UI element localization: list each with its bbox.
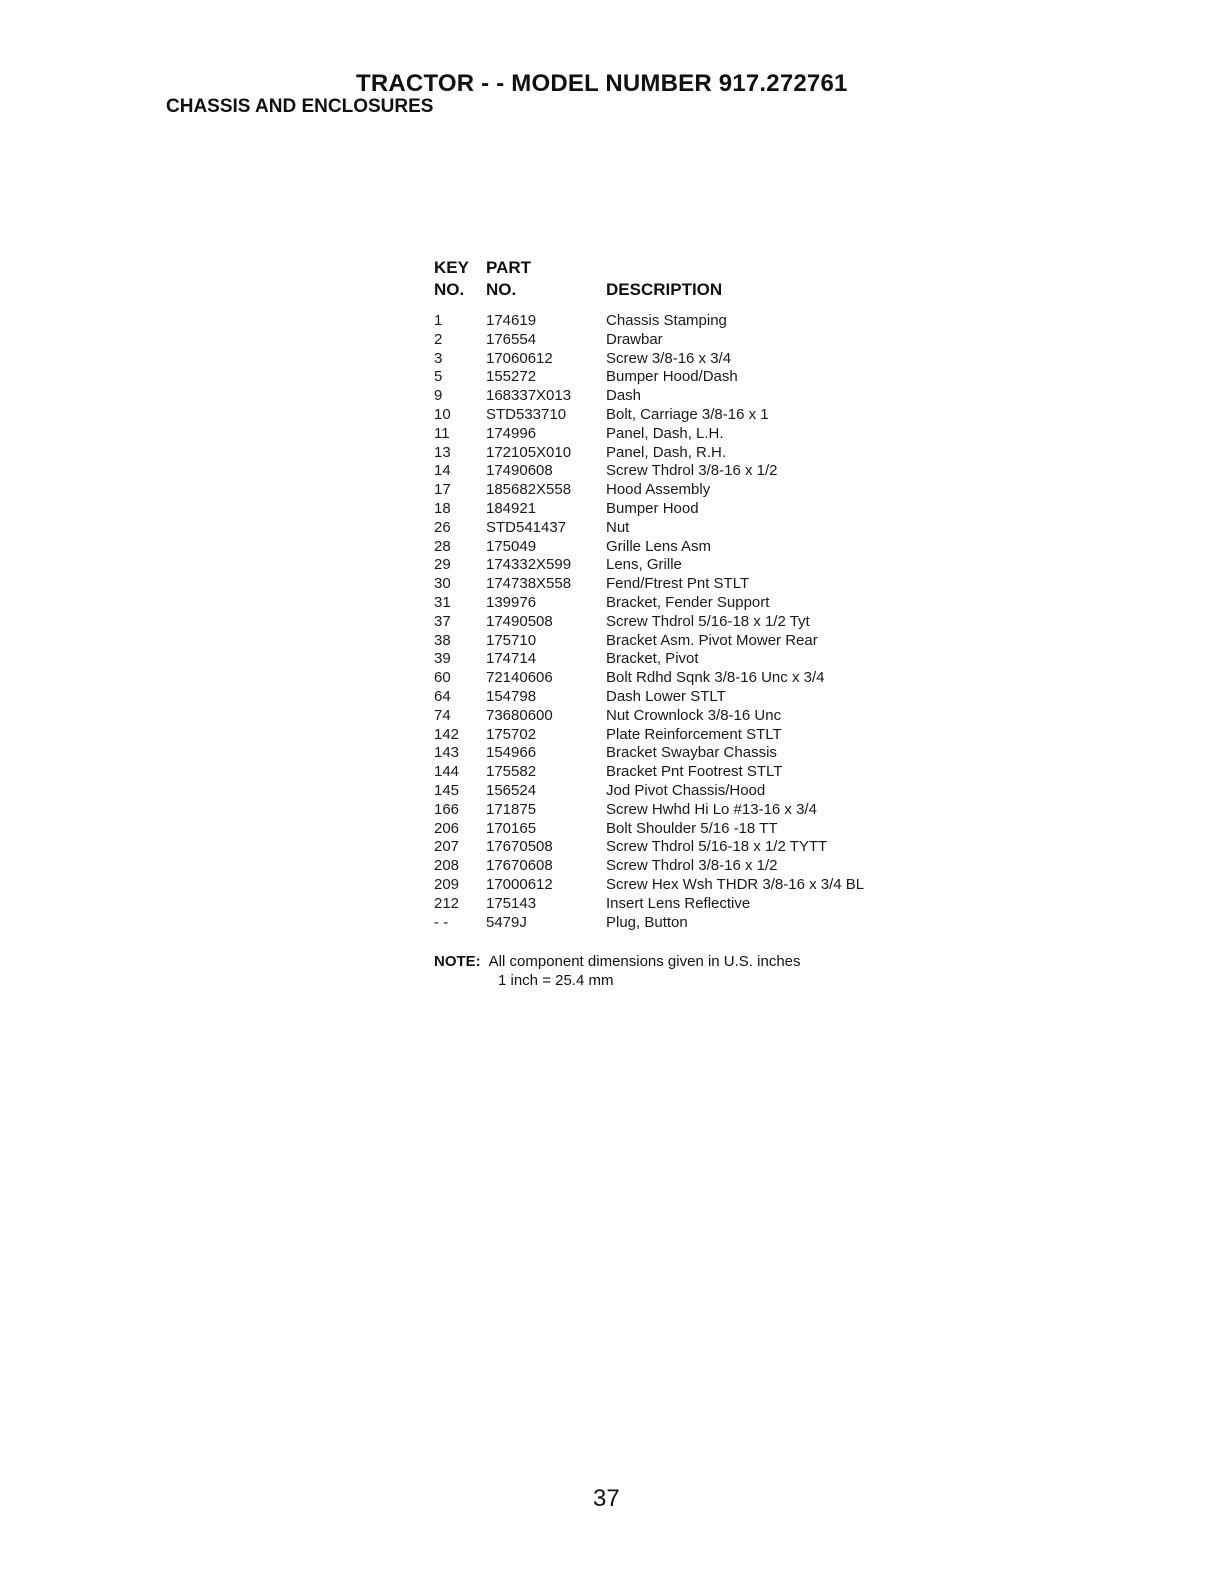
- row-key: 31: [434, 593, 451, 611]
- table-row: [434, 857, 954, 876]
- table-row: [434, 462, 954, 481]
- row-part-number: 176554: [486, 330, 537, 348]
- row-key: 60: [434, 669, 451, 687]
- row-key: 1: [434, 312, 443, 329]
- row-part-number: 184921: [486, 499, 537, 517]
- row-description: Dash Lower STLT: [606, 687, 726, 705]
- row-part-number: 73680600: [486, 706, 553, 724]
- row-key: 26: [434, 518, 451, 536]
- table-row: [434, 350, 954, 369]
- row-part-number: 175049: [486, 537, 537, 555]
- header-part-no: NO.: [486, 280, 517, 299]
- row-key: 2: [434, 330, 443, 348]
- table-row: [434, 801, 954, 820]
- row-description: Plate Reinforcement STLT: [606, 725, 782, 743]
- row-part-number: 175582: [486, 763, 537, 781]
- header-key: KEY: [434, 258, 469, 277]
- row-key: 206: [434, 819, 460, 837]
- row-key: 5: [434, 368, 443, 386]
- row-description: Fend/Ftrest Pnt STLT: [606, 575, 750, 593]
- row-part-number: 154966: [486, 744, 537, 762]
- row-part-number: 174996: [486, 424, 537, 442]
- row-description: Insert Lens Reflective: [606, 894, 751, 912]
- row-description: Lens, Grille: [606, 556, 682, 574]
- row-part-number: STD541437: [486, 518, 567, 536]
- row-key: 3: [434, 349, 443, 367]
- note: [434, 953, 801, 989]
- row-key: 39: [434, 650, 451, 668]
- table-body: [434, 312, 954, 932]
- row-description: Grille Lens Asm: [606, 537, 712, 555]
- table-header-row-2: [434, 280, 954, 302]
- row-description: Chassis Stamping: [606, 312, 727, 329]
- table-row: [434, 650, 954, 669]
- row-key: 208: [434, 857, 460, 875]
- row-part-number: 174619: [486, 312, 537, 329]
- row-description: Drawbar: [606, 330, 663, 348]
- row-key: 13: [434, 443, 451, 461]
- row-key: 17: [434, 481, 451, 499]
- table-row: [434, 914, 954, 933]
- table-row: [434, 688, 954, 707]
- note-label: NOTE:: [434, 953, 481, 970]
- table-row: [434, 368, 954, 387]
- row-key: 9: [434, 387, 443, 405]
- table-row: [434, 575, 954, 594]
- page-number: 37: [593, 1485, 620, 1512]
- table-row: [434, 387, 954, 406]
- table-row: [434, 556, 954, 575]
- note-text: All component dimensions given in U.S. inches: [488, 953, 801, 970]
- row-part-number: STD533710: [486, 405, 567, 423]
- row-description: Bolt, Carriage 3/8-16 x 1: [606, 405, 769, 423]
- row-key: 166: [434, 800, 460, 818]
- table-row: [434, 744, 954, 763]
- row-key: 38: [434, 631, 451, 649]
- row-key: 30: [434, 575, 451, 593]
- row-description: Bracket, Fender Support: [606, 593, 770, 611]
- table-row: [434, 726, 954, 745]
- row-description: Screw Thdrol 3/8-16 x 1/2: [606, 857, 778, 875]
- row-description: Panel, Dash, L.H.: [606, 424, 724, 442]
- section-title: CHASSIS AND ENCLOSURES: [166, 96, 434, 117]
- row-key: 212: [434, 894, 460, 912]
- row-part-number: 170165: [486, 819, 537, 837]
- row-description: Bumper Hood/Dash: [606, 368, 738, 386]
- table-row: [434, 331, 954, 350]
- row-key: 10: [434, 405, 451, 423]
- row-description: Bolt Shoulder 5/16 -18 TT: [606, 819, 778, 837]
- table-row: [434, 538, 954, 557]
- row-part-number: 17000612: [486, 875, 553, 893]
- row-key: 11: [434, 424, 450, 442]
- table-row: [434, 425, 954, 444]
- row-key: 14: [434, 462, 451, 480]
- row-part-number: 174714: [486, 650, 537, 668]
- row-part-number: 72140606: [486, 669, 553, 687]
- row-description: Plug, Button: [606, 913, 688, 931]
- page-title: TRACTOR - - MODEL NUMBER 917.272761: [356, 70, 848, 97]
- row-part-number: 168337X013: [486, 387, 572, 405]
- table-row: [434, 876, 954, 895]
- row-part-number: 17490608: [486, 462, 553, 480]
- row-key: 29: [434, 556, 451, 574]
- row-key: - -: [434, 913, 449, 931]
- row-description: Bumper Hood: [606, 499, 699, 517]
- row-description: Screw Thdrol 5/16-18 x 1/2 TYTT: [606, 838, 828, 856]
- row-description: Hood Assembly: [606, 481, 711, 499]
- row-description: Bolt Rdhd Sqnk 3/8-16 Unc x 3/4: [606, 669, 825, 687]
- row-description: Bracket Asm. Pivot Mower Rear: [606, 631, 818, 649]
- row-part-number: 5479J: [486, 913, 527, 931]
- row-key: 64: [434, 687, 451, 705]
- row-part-number: 172105X010: [486, 443, 572, 461]
- row-part-number: 139976: [486, 593, 537, 611]
- row-part-number: 154798: [486, 687, 537, 705]
- row-description: Panel, Dash, R.H.: [606, 443, 727, 461]
- row-key: 207: [434, 838, 460, 856]
- table-row: [434, 519, 954, 538]
- row-part-number: 174332X599: [486, 556, 572, 574]
- row-key: 209: [434, 875, 460, 893]
- row-description: Bracket Swaybar Chassis: [606, 744, 777, 762]
- table-row: [434, 707, 954, 726]
- table-row: [434, 632, 954, 651]
- row-description: Screw Thdrol 5/16-18 x 1/2 Tyt: [606, 612, 810, 630]
- table-row: [434, 782, 954, 801]
- row-part-number: 17670508: [486, 838, 553, 856]
- table-row: [434, 312, 954, 331]
- table-row: [434, 444, 954, 463]
- row-description: Bracket, Pivot: [606, 650, 699, 668]
- table-row: [434, 613, 954, 632]
- row-part-number: 171875: [486, 800, 537, 818]
- row-key: 142: [434, 725, 460, 743]
- header-part: PART: [486, 258, 532, 277]
- row-description: Nut: [606, 518, 630, 536]
- table-header-row-1: [434, 258, 954, 280]
- table-row: [434, 820, 954, 839]
- row-key: 145: [434, 781, 460, 799]
- row-description: Screw 3/8-16 x 3/4: [606, 349, 732, 367]
- row-part-number: 175702: [486, 725, 537, 743]
- row-part-number: 175143: [486, 894, 537, 912]
- row-description: Screw Hwhd Hi Lo #13-16 x 3/4: [606, 800, 817, 818]
- row-key: 28: [434, 537, 451, 555]
- row-key: 143: [434, 744, 460, 762]
- note-conversion: 1 inch = 25.4 mm: [498, 972, 614, 989]
- row-key: 37: [434, 612, 451, 630]
- row-description: Jod Pivot Chassis/Hood: [606, 781, 766, 799]
- row-key: 74: [434, 706, 451, 724]
- row-part-number: 174738X558: [486, 575, 572, 593]
- row-part-number: 17670608: [486, 857, 553, 875]
- header-description: DESCRIPTION: [606, 280, 723, 299]
- table-row: [434, 500, 954, 519]
- row-key: 18: [434, 499, 451, 517]
- table-row: [434, 763, 954, 782]
- row-part-number: 155272: [486, 368, 537, 386]
- table-row: [434, 481, 954, 500]
- row-description: Dash: [606, 387, 642, 405]
- row-description: Screw Thdrol 3/8-16 x 1/2: [606, 462, 778, 480]
- table-row: [434, 895, 954, 914]
- row-description: Bracket Pnt Footrest STLT: [606, 763, 783, 781]
- row-description: Screw Hex Wsh THDR 3/8-16 x 3/4 BL: [606, 875, 865, 893]
- table-row: [434, 594, 954, 613]
- row-description: Nut Crownlock 3/8-16 Unc: [606, 706, 782, 724]
- row-part-number: 175710: [486, 631, 537, 649]
- table-row: [434, 838, 954, 857]
- row-part-number: 17060612: [486, 349, 553, 367]
- table-row: [434, 406, 954, 425]
- row-part-number: 156524: [486, 781, 537, 799]
- table-row: [434, 669, 954, 688]
- header-key-no: NO.: [434, 280, 465, 299]
- parts-table: [434, 258, 954, 932]
- row-part-number: 17490508: [486, 612, 553, 630]
- row-key: 144: [434, 763, 460, 781]
- row-part-number: 185682X558: [486, 481, 572, 499]
